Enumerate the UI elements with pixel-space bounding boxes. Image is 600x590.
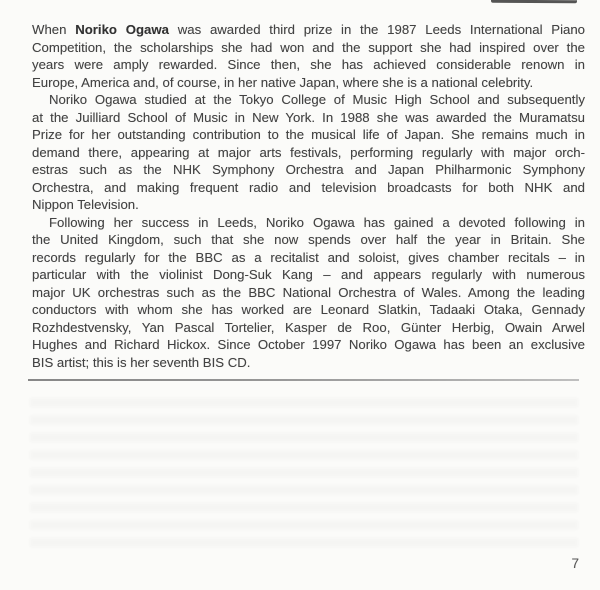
- text-segment: Prize for her outstanding contribution to the musical life of Japan. She remains much in: [32, 127, 585, 142]
- text-line: [32, 266, 585, 284]
- text-segment: Orchestra, and making frequent radio and television broadcasts for both NHK and: [32, 179, 585, 195]
- text-segment: Noriko Ogawa studied at the Tokyo College of Music High School and subsequently: [49, 92, 585, 107]
- text-line: [32, 231, 585, 249]
- text-line: [32, 319, 585, 337]
- text-line: [32, 214, 585, 232]
- text-segment: particular with the violinist Dong-Suk Kang – and appears regularly with numerous: [32, 267, 585, 282]
- text-segment: years were amply rewarded. Since then, she has achieved considerable renown in: [32, 57, 585, 72]
- text-segment: estras such as the NHK Symphony Orchestra and Japan Philharmonic Symphony: [32, 162, 585, 177]
- text-line: [32, 91, 585, 109]
- text-segment: Following her success in Leeds, Noriko Ogawa has gained a devoted following in: [49, 214, 585, 230]
- text-segment: Hughes and Richard Hickox. Since October 1997 Noriko Ogawa has been an exclusive: [32, 337, 585, 352]
- text-line: [32, 284, 585, 302]
- text-line: [32, 126, 585, 144]
- text-line: [32, 249, 585, 267]
- text-segment: Nippon Television.: [32, 197, 139, 212]
- text-segment: major UK orchestras such as the BBC National Orchestra of Wales. Among the leading: [32, 284, 585, 300]
- page-showthrough-artifact: [30, 398, 578, 548]
- artist-name-bold: Noriko Ogawa: [75, 22, 169, 37]
- text-line: [32, 144, 585, 162]
- text-line: [32, 196, 585, 214]
- text-segment: was awarded third prize in the 1987 Leeds International Piano: [168, 22, 585, 37]
- text-segment: BIS artist; this is her seventh BIS CD.: [32, 354, 251, 370]
- text-line: [32, 56, 585, 74]
- page-number: 7: [571, 556, 579, 571]
- text-segment: the United Kingdom, such that she now spends over half the year in Britain. She: [32, 232, 585, 247]
- liner-notes-text: [32, 21, 585, 371]
- text-line: [32, 336, 585, 354]
- text-segment: records regularly for the BBC as a recitalist and soloist, gives chamber recitals – in: [32, 249, 585, 265]
- divider-rule: [28, 379, 579, 381]
- text-line: [32, 179, 585, 197]
- text-line: [32, 74, 585, 92]
- text-segment: at the Juilliard School of Music in New York. In 1988 she was awarded the Muramatsu: [32, 109, 585, 125]
- text-segment: Rozhdestvensky, Yan Pascal Tortelier, Kasper de Roo, Günter Herbig, Owain Arwel: [32, 319, 585, 335]
- text-line: [32, 21, 585, 39]
- text-line: [32, 39, 585, 57]
- text-segment: When: [32, 22, 76, 37]
- text-line: [32, 354, 585, 372]
- text-line: [32, 301, 585, 319]
- text-segment: Competition, the scholarships she had won and the support she had inspired over the: [32, 39, 585, 55]
- text-segment: conductors with whom she has worked are Leonard Slatkin, Tadaaki Otaka, Gennady: [32, 302, 585, 317]
- text-segment: Europe, America and, of course, in her native Japan, where she is a national celebrity.: [32, 74, 534, 90]
- text-line: [32, 161, 585, 179]
- text-line: [32, 109, 585, 127]
- text-segment: demand there, appearing at major arts festivals, performing regularly with major orch-: [32, 144, 585, 160]
- scan-artifact-streak: [491, 0, 577, 3]
